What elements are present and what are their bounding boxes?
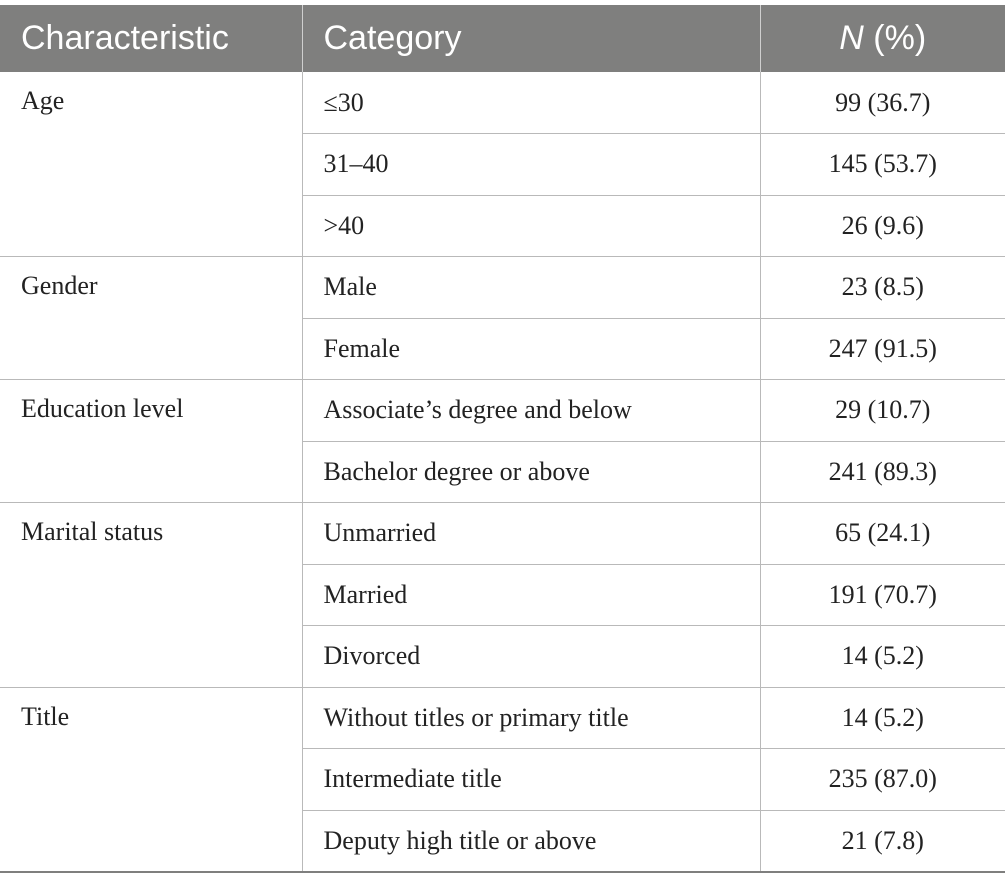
characteristic-cell: Age	[0, 72, 302, 257]
value-cell: 21 (7.8)	[760, 810, 1005, 872]
characteristic-cell: Marital status	[0, 503, 302, 688]
value-cell: 241 (89.3)	[760, 441, 1005, 503]
table-row	[0, 380, 1005, 442]
category-cell: Without titles or primary title	[302, 687, 760, 749]
value-cell: 145 (53.7)	[760, 134, 1005, 196]
value-cell: 14 (5.2)	[760, 626, 1005, 688]
category-cell: 31–40	[302, 134, 760, 196]
category-cell: Unmarried	[302, 503, 760, 565]
characteristic-cell: Education level	[0, 380, 302, 503]
value-cell: 23 (8.5)	[760, 257, 1005, 319]
header-category: Category	[302, 5, 760, 72]
table-row	[0, 257, 1005, 319]
demographics-table	[0, 5, 1005, 873]
value-cell: 14 (5.2)	[760, 687, 1005, 749]
category-cell: Male	[302, 257, 760, 319]
category-cell: Married	[302, 564, 760, 626]
category-cell: >40	[302, 195, 760, 257]
table-header	[0, 5, 1005, 72]
header-row	[0, 5, 1005, 72]
header-percent-suffix: (%)	[863, 19, 927, 57]
table-row	[0, 72, 1005, 134]
demographics-table-container	[0, 5, 1005, 873]
value-cell: 99 (36.7)	[760, 72, 1005, 134]
category-cell: Female	[302, 318, 760, 380]
characteristic-cell: Title	[0, 687, 302, 872]
category-cell: Deputy high title or above	[302, 810, 760, 872]
value-cell: 247 (91.5)	[760, 318, 1005, 380]
value-cell: 65 (24.1)	[760, 503, 1005, 565]
table-row	[0, 687, 1005, 749]
header-n-percent	[760, 5, 1005, 72]
category-cell: ≤30	[302, 72, 760, 134]
value-cell: 191 (70.7)	[760, 564, 1005, 626]
value-cell: 235 (87.0)	[760, 749, 1005, 811]
category-cell: Associate’s degree and below	[302, 380, 760, 442]
value-cell: 26 (9.6)	[760, 195, 1005, 257]
category-cell: Intermediate title	[302, 749, 760, 811]
value-cell: 29 (10.7)	[760, 380, 1005, 442]
header-n-symbol: N	[839, 19, 864, 57]
table-body	[0, 72, 1005, 872]
category-cell: Bachelor degree or above	[302, 441, 760, 503]
characteristic-cell: Gender	[0, 257, 302, 380]
header-characteristic: Characteristic	[0, 5, 302, 72]
table-row	[0, 503, 1005, 565]
category-cell: Divorced	[302, 626, 760, 688]
